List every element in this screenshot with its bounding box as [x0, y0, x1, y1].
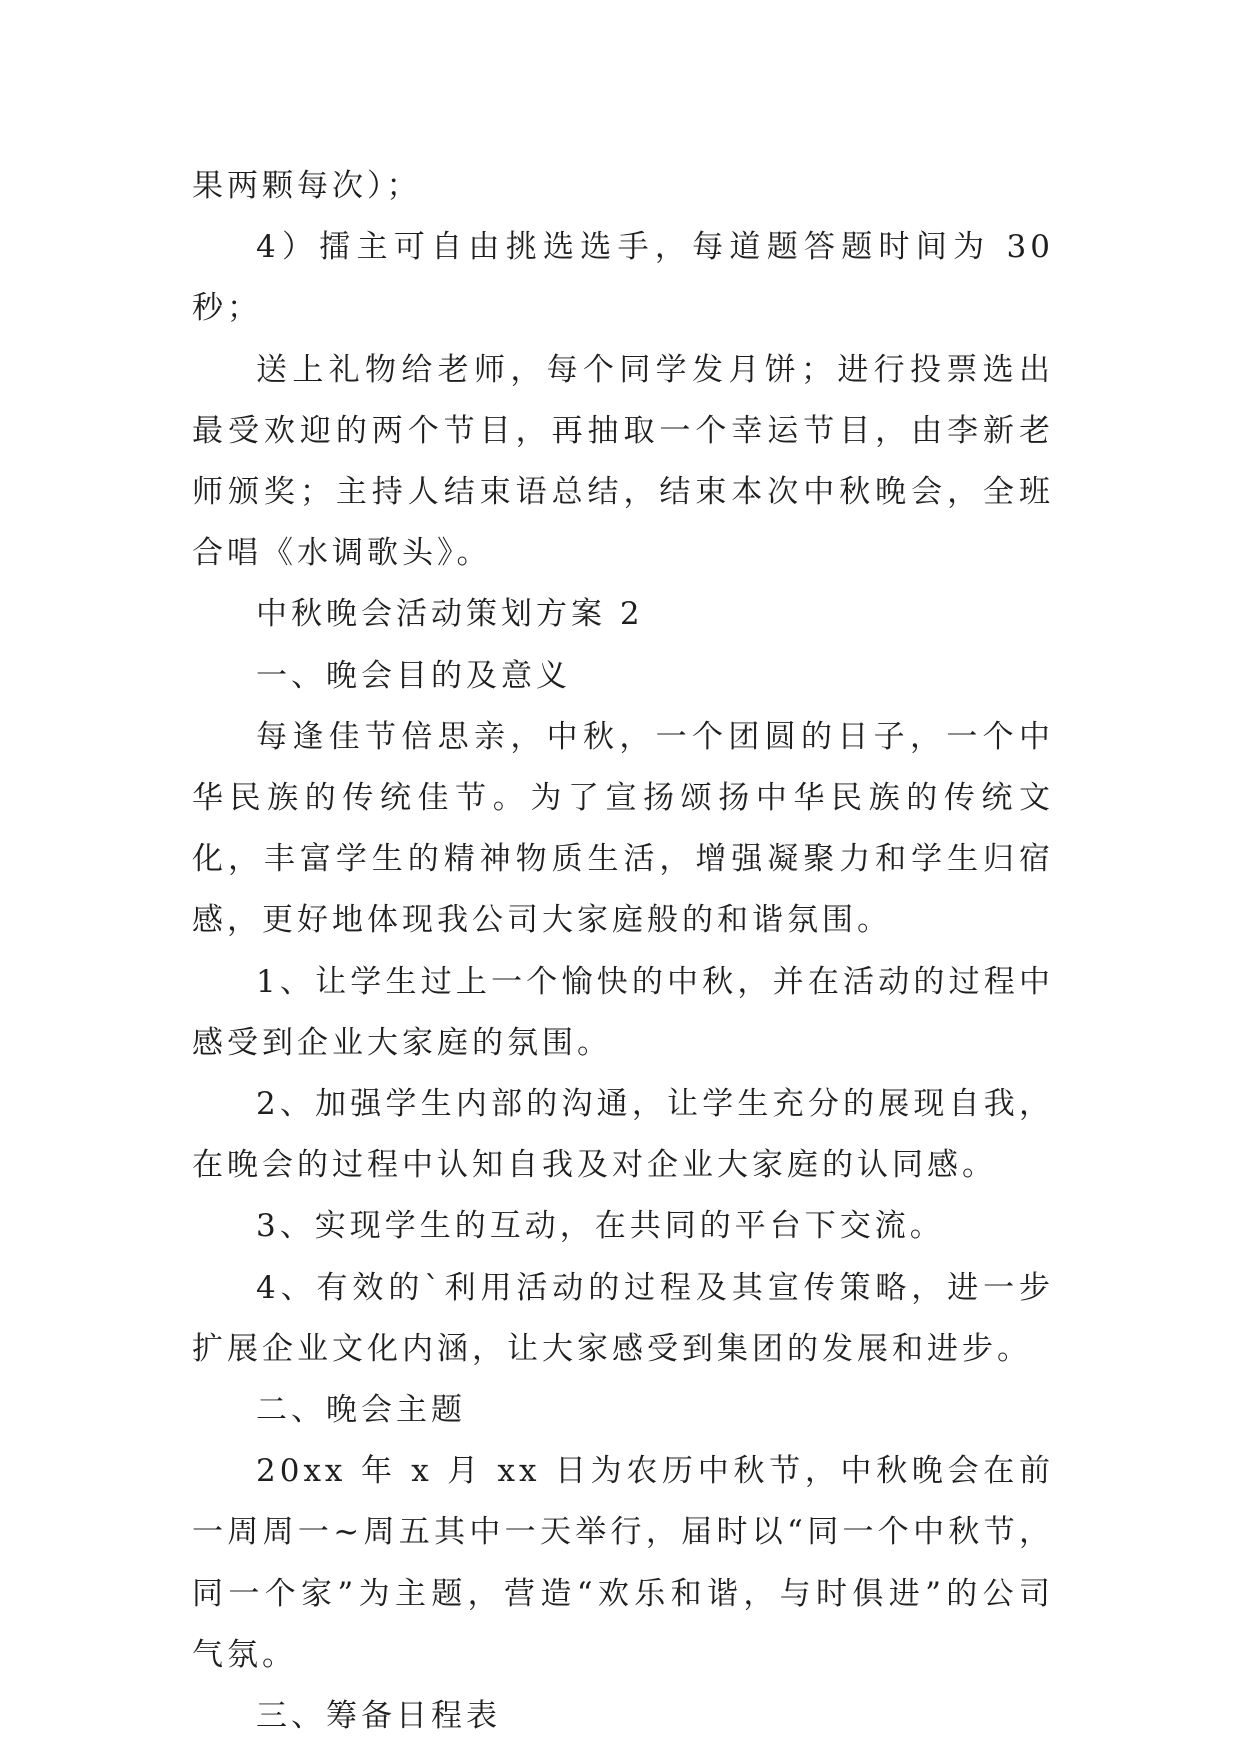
list-item-2: 2、加强学生内部的沟通，让学生充分的展现自我，在晚会的过程中认知自我及对企业大家庭的认同感。: [192, 1086, 1054, 1184]
section-heading-theme: 二、晚会主题: [256, 1392, 466, 1429]
list-item-1: 1、让学生过上一个愉快的中秋，并在活动的过程中感受到企业大家庭的氛围。: [192, 963, 1054, 1061]
list-item-3: 3、实现学生的互动，在共同的平台下交流。: [256, 1208, 945, 1245]
paragraph-closing: 送上礼物给老师，每个同学发月饼；进行投票选出最受欢迎的两个节目，再抽取一个幸运节目，由李新老师颁奖；主持人结束语总结，结束本次中秋晚会，全班合唱《水调歌头》。: [192, 351, 1054, 572]
list-item-4: 4、有效的`利用活动的过程及其宣传策略，进一步扩展企业文化内涵，让大家感受到集团的发展和进步。: [192, 1269, 1054, 1367]
paragraph-rule-4: 4）擂主可自由挑选选手，每道题答题时间为 30 秒；: [192, 229, 1054, 327]
document-body: [192, 156, 1054, 1747]
paragraph-theme: 20xx 年 x 月 xx 日为农历中秋节，中秋晚会在前一周周一~周五其中一天举行，届时以“同一个中秋节，同一个家”为主题，营造“欢乐和谐，与时俱进”的公司气氛。: [192, 1453, 1054, 1673]
paragraph-purpose: 每逢佳节倍思亲，中秋，一个团圆的日子，一个中华民族的传统佳节。为了宣扬颂扬中华民族的传统文化，丰富学生的精神物质生活，增强凝聚力和学生归宿感，更好地体现我公司大家庭般的和谐氛围。: [192, 718, 1054, 939]
plan-title: 中秋晚会活动策划方案 2: [256, 596, 644, 633]
section-heading-purpose: 一、晚会目的及意义: [256, 657, 571, 694]
paragraph-continuation: 果两颗每次）；: [192, 168, 422, 204]
section-heading-schedule: 三、筹备日程表: [256, 1698, 501, 1735]
